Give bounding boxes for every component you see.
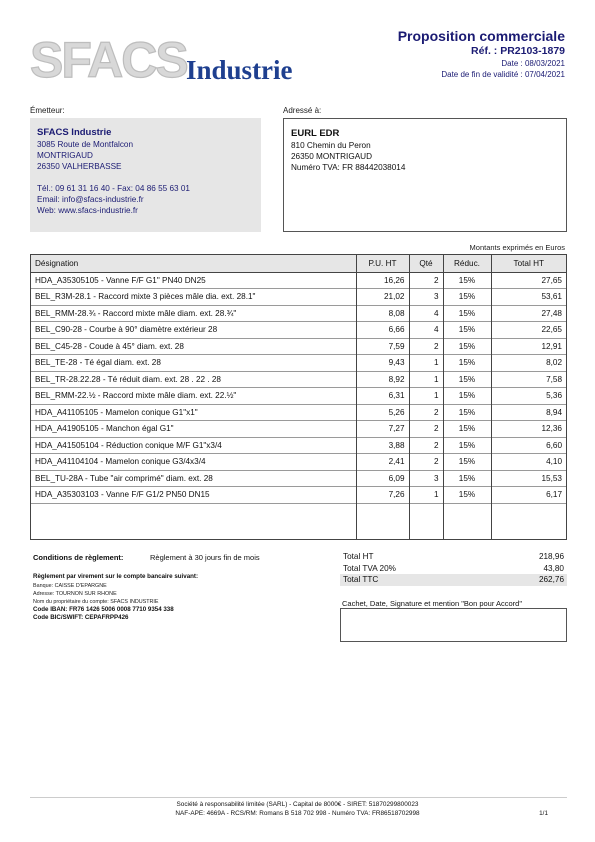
- item-unit-price: 21,02: [356, 289, 409, 306]
- item-discount: 15%: [443, 338, 491, 355]
- total-ht-label: Total HT: [343, 552, 374, 561]
- item-designation: HDA_A41505104 - Réduction conique M/F G1"x3/4: [31, 437, 356, 454]
- payment-terms-value: Règlement à 30 jours fin de mois: [150, 553, 260, 562]
- table-row: [31, 371, 566, 388]
- item-quantity: 4: [409, 322, 443, 339]
- item-discount: 15%: [443, 437, 491, 454]
- header-quantity: Qté: [409, 255, 443, 272]
- sender-label: Émetteur:: [30, 106, 65, 115]
- payment-terms-label: Conditions de règlement:: [33, 553, 124, 562]
- item-discount: 15%: [443, 289, 491, 306]
- item-unit-price: 2,41: [356, 454, 409, 471]
- table-row: [31, 454, 566, 471]
- item-designation: BEL_R3M-28.1 - Raccord mixte 3 pièces mâle dia. ext. 28.1": [31, 289, 356, 306]
- item-discount: 15%: [443, 272, 491, 289]
- footer-legal-line2: NAF-APE: 4669A - RCS/RM: Romans B 518 702 998 - Numéro TVA: FR86518702998: [175, 810, 420, 817]
- signature-box[interactable]: [340, 608, 567, 642]
- account-owner: Nom du propriétaire du compte: SFACS INDUSTRIE: [33, 599, 159, 605]
- table-header-row: [31, 255, 566, 272]
- item-discount: 15%: [443, 322, 491, 339]
- bank-transfer-title: Règlement par virement sur le compte bancaire suivant:: [33, 573, 199, 580]
- sender-box: [30, 118, 261, 232]
- item-total: 27,65: [491, 272, 566, 289]
- item-quantity: 2: [409, 338, 443, 355]
- item-designation: HDA_A35303103 - Vanne F/F G1/2 PN50 DN15: [31, 487, 356, 504]
- item-quantity: 4: [409, 305, 443, 322]
- recipient-zip-city: 26350 MONTRIGAUD: [291, 152, 372, 161]
- iban-code: Code IBAN: FR76 1426 5006 0008 7710 9354 338: [33, 606, 174, 613]
- table-row: [31, 305, 566, 322]
- total-tva-value: 43,80: [543, 563, 564, 573]
- item-quantity: 1: [409, 487, 443, 504]
- header-designation: Désignation: [31, 255, 356, 272]
- item-total: 7,58: [491, 371, 566, 388]
- total-tva-row: [340, 563, 567, 575]
- item-quantity: 2: [409, 437, 443, 454]
- item-quantity: 2: [409, 404, 443, 421]
- document-title: Proposition commerciale: [397, 28, 565, 44]
- recipient-box: [283, 118, 567, 232]
- recipient-address: 810 Chemin du Peron: [291, 141, 371, 150]
- item-discount: 15%: [443, 404, 491, 421]
- bic-code: Code BIC/SWIFT: CEPAFRPP426: [33, 614, 129, 621]
- item-discount: 15%: [443, 487, 491, 504]
- totals-block: [340, 551, 567, 586]
- table-row: [31, 338, 566, 355]
- sender-address: 3085 Route de Montfalcon: [37, 140, 134, 149]
- document-date: Date : 08/03/2021: [501, 59, 565, 68]
- table-row: [31, 388, 566, 405]
- item-total: 8,02: [491, 355, 566, 372]
- sender-city: MONTRIGAUD: [37, 151, 93, 160]
- item-designation: HDA_A41105105 - Mamelon conique G1"x1": [31, 404, 356, 421]
- sender-email[interactable]: Email: info@sfacs-industrie.fr: [37, 195, 144, 204]
- table-row: [31, 322, 566, 339]
- item-total: 22,65: [491, 322, 566, 339]
- total-ttc-row: [340, 574, 567, 586]
- item-discount: 15%: [443, 388, 491, 405]
- item-unit-price: 7,27: [356, 421, 409, 438]
- logo-brand: SFACS: [30, 32, 187, 88]
- recipient-label: Adressé à:: [283, 106, 322, 115]
- line-items-table: [30, 254, 567, 540]
- table-row: [31, 487, 566, 504]
- item-designation: BEL_TU-28A - Tube "air comprimé" diam. ext. 28: [31, 470, 356, 487]
- table-row: [31, 289, 566, 306]
- item-designation: HDA_A41905105 - Manchon égal G1": [31, 421, 356, 438]
- logo-subtitle: Industrie: [186, 55, 293, 85]
- item-discount: 15%: [443, 305, 491, 322]
- item-quantity: 3: [409, 470, 443, 487]
- header-unit-price: P.U. HT: [356, 255, 409, 272]
- sender-phone: Tél.: 09 61 31 16 40 - Fax: 04 86 55 63 01: [37, 184, 190, 193]
- item-total: 6,17: [491, 487, 566, 504]
- footer-legal-line1: Société à responsabilité limitée (SARL) - Capital de 8000€ - SIRET: 51870299800023: [176, 801, 419, 808]
- item-unit-price: 8,92: [356, 371, 409, 388]
- item-designation: HDA_A35305105 - Vanne F/F G1" PN40 DN25: [31, 272, 356, 289]
- item-quantity: 3: [409, 289, 443, 306]
- item-designation: BEL_RMM-28.¾ - Raccord mixte mâle diam. ext. 28.¾": [31, 305, 356, 322]
- item-total: 5,36: [491, 388, 566, 405]
- item-unit-price: 16,26: [356, 272, 409, 289]
- table-row: [31, 437, 566, 454]
- item-designation: BEL_TE-28 - Té égal diam. ext. 28: [31, 355, 356, 372]
- item-quantity: 2: [409, 421, 443, 438]
- item-total: 6,60: [491, 437, 566, 454]
- table-row: [31, 272, 566, 289]
- item-discount: 15%: [443, 421, 491, 438]
- bank-address: Adresse: TOURNON SUR RHONE: [33, 591, 117, 597]
- total-ht-row: [340, 551, 567, 563]
- item-quantity: 1: [409, 371, 443, 388]
- document-reference: Réf. : PR2103-1879: [471, 45, 565, 57]
- item-discount: 15%: [443, 371, 491, 388]
- item-quantity: 1: [409, 388, 443, 405]
- item-designation: HDA_A41104104 - Mamelon conique G3/4x3/4: [31, 454, 356, 471]
- table-row: [31, 470, 566, 487]
- item-designation: BEL_TR-28.22.28 - Té réduit diam. ext. 28 . 22 . 28: [31, 371, 356, 388]
- item-total: 53,61: [491, 289, 566, 306]
- item-total: 4,10: [491, 454, 566, 471]
- item-total: 27,48: [491, 305, 566, 322]
- table-row: [31, 355, 566, 372]
- item-unit-price: 5,26: [356, 404, 409, 421]
- bank-name: Banque: CAISSE D'EPARGNE: [33, 583, 107, 589]
- item-discount: 15%: [443, 454, 491, 471]
- recipient-vat: Numéro TVA: FR 88442038014: [291, 163, 406, 172]
- recipient-name: EURL EDR: [291, 128, 340, 139]
- header-total: Total HT: [491, 255, 566, 272]
- item-quantity: 1: [409, 355, 443, 372]
- item-discount: 15%: [443, 355, 491, 372]
- sender-name: SFACS Industrie: [37, 127, 112, 138]
- item-total: 12,36: [491, 421, 566, 438]
- item-discount: 15%: [443, 470, 491, 487]
- page-number: 1/1: [539, 810, 548, 817]
- item-unit-price: 6,31: [356, 388, 409, 405]
- item-designation: BEL_C45-28 - Coude à 45° diam. ext. 28: [31, 338, 356, 355]
- item-total: 8,94: [491, 404, 566, 421]
- item-designation: BEL_C90-28 - Courbe à 90° diamètre extérieur 28: [31, 322, 356, 339]
- item-unit-price: 9,43: [356, 355, 409, 372]
- item-total: 15,53: [491, 470, 566, 487]
- item-unit-price: 6,66: [356, 322, 409, 339]
- header-discount: Réduc.: [443, 255, 491, 272]
- total-tva-label: Total TVA 20%: [343, 563, 396, 573]
- item-quantity: 2: [409, 454, 443, 471]
- table-row: [31, 421, 566, 438]
- item-total: 12,91: [491, 338, 566, 355]
- currency-note: Montants exprimés en Euros: [469, 243, 565, 252]
- item-unit-price: 7,26: [356, 487, 409, 504]
- item-designation: BEL_RMM-22.½ - Raccord mixte mâle diam. ext. 22.½": [31, 388, 356, 405]
- item-unit-price: 8,08: [356, 305, 409, 322]
- validity-date: Date de fin de validité : 07/04/2021: [441, 70, 565, 79]
- item-quantity: 2: [409, 272, 443, 289]
- sender-zip-city: 26350 VALHERBASSE: [37, 162, 122, 171]
- document-header: [398, 28, 565, 79]
- item-unit-price: 7,59: [356, 338, 409, 355]
- footer-divider: [30, 797, 567, 798]
- total-ht-value: 218,96: [538, 552, 564, 561]
- total-ttc-label: Total TTC: [343, 575, 379, 584]
- table-row: [31, 404, 566, 421]
- sender-website[interactable]: Web: www.sfacs-industrie.fr: [37, 206, 138, 215]
- total-ttc-value: 262,76: [538, 575, 564, 584]
- item-unit-price: 6,09: [356, 470, 409, 487]
- signature-label: Cachet, Date, Signature et mention "Bon pour Accord": [342, 599, 523, 608]
- item-unit-price: 3,88: [356, 437, 409, 454]
- company-logo: [30, 34, 320, 86]
